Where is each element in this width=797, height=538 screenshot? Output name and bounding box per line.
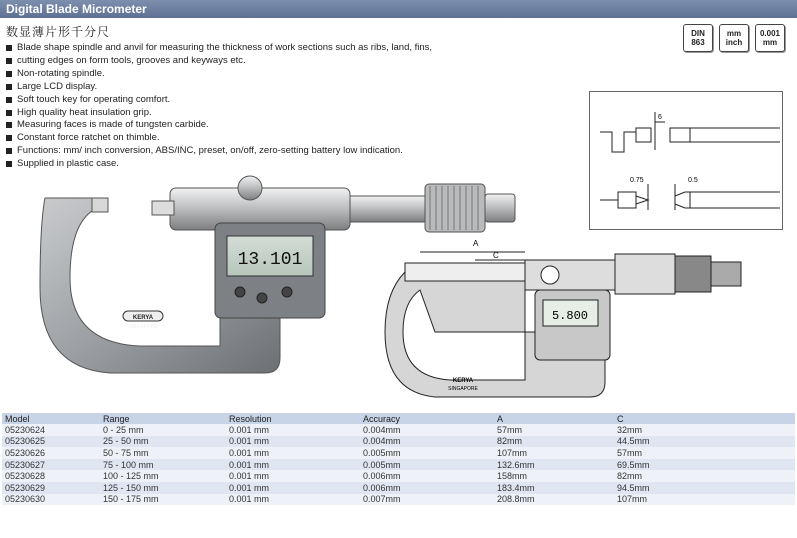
cell-resolution: 0.001 mm — [226, 470, 360, 482]
din-badge-icon — [683, 24, 713, 52]
feature-list — [5, 42, 585, 171]
mm-inch-badge-line-1: mm — [726, 29, 742, 38]
cell-accuracy: 0.005mm — [360, 447, 494, 459]
table-row — [2, 436, 795, 448]
column-header-range: Range — [100, 413, 226, 424]
feature-item: Blade shape spindle and anvil for measuring the thickness of work sections such as ribs, land, fins, — [5, 42, 585, 55]
table-row — [2, 482, 795, 494]
cell-accuracy: 0.007mm — [360, 494, 494, 506]
schematic-dim-1: 0.75 — [630, 177, 644, 184]
schematic-dim-2: 0.5 — [688, 177, 698, 184]
table-row — [2, 459, 795, 471]
model-label: KT5-230-624 — [125, 336, 161, 342]
anvil-blade — [92, 198, 108, 212]
cell-accuracy: 0.004mm — [360, 436, 494, 448]
page-title: Digital Blade Micrometer — [6, 2, 147, 16]
cell-model: 05230627 — [2, 459, 100, 471]
lcd-value: 13.101 — [237, 250, 303, 270]
feature-item: Soft touch key for operating comfort. — [5, 94, 585, 107]
feature-item: Non-rotating spindle. — [5, 68, 585, 81]
cell-model: 05230630 — [2, 494, 100, 506]
cell-c: 44.5mm — [614, 436, 795, 448]
brand-name: KERYA — [132, 315, 154, 321]
cell-resolution: 0.001 mm — [226, 494, 360, 506]
table-row — [2, 424, 795, 436]
feature-item: Supplied in plastic case. — [5, 158, 585, 171]
column-header-c: C — [614, 413, 795, 424]
feature-item: Functions: mm/ inch conversion, ABS/INC, preset, on/off, zero-setting battery low indication. — [5, 145, 585, 158]
cell-range: 100 - 125 mm — [100, 470, 226, 482]
cell-accuracy: 0.004mm — [360, 424, 494, 436]
drawing-lock — [541, 266, 559, 284]
drawing-sleeve — [615, 254, 675, 294]
cell-range: 150 - 175 mm — [100, 494, 226, 506]
feature-item: High quality heat insulation grip. — [5, 107, 585, 120]
din-badge-line-2: 863 — [691, 38, 705, 47]
column-header-a: A — [494, 413, 614, 424]
resolution-badge-line-1: 0.001 — [759, 29, 781, 38]
cell-a: 107mm — [494, 447, 614, 459]
feature-item: Measuring faces is made of tungsten carbide. — [5, 119, 585, 132]
mm-inch-badge-line-2: inch — [725, 38, 743, 47]
din-badge-line-1: DIN — [691, 29, 705, 38]
cell-a: 82mm — [494, 436, 614, 448]
cell-accuracy: 0.006mm — [360, 470, 494, 482]
column-header-accuracy: Accuracy — [360, 413, 494, 424]
cell-range: 0 - 25 mm — [100, 424, 226, 436]
column-header-resolution: Resolution — [226, 413, 360, 424]
cell-range: 50 - 75 mm — [100, 447, 226, 459]
cell-c: 94.5mm — [614, 482, 795, 494]
spindle-blade — [152, 201, 174, 215]
drawing-anvil — [405, 263, 525, 281]
cell-resolution: 0.001 mm — [226, 459, 360, 471]
table-row — [2, 447, 795, 459]
mode-button[interactable] — [257, 293, 267, 303]
title-bar — [0, 0, 797, 18]
schematic-dim-b: 6 — [658, 114, 662, 121]
drawing-brand-sub: SINGAPORE — [448, 386, 478, 392]
table-row — [2, 494, 795, 506]
drawing-brand: KERYA — [452, 378, 474, 384]
cell-c: 69.5mm — [614, 459, 795, 471]
dimension-a-label: A — [473, 239, 479, 248]
cell-a: 183.4mm — [494, 482, 614, 494]
cell-model: 05230624 — [2, 424, 100, 436]
chinese-title: 数显薄片形千分尺 — [6, 25, 111, 39]
cell-a: 57mm — [494, 424, 614, 436]
specification-table — [2, 413, 795, 505]
cell-range: 75 - 100 mm — [100, 459, 226, 471]
sleeve — [350, 196, 430, 222]
resolution-badge-icon — [755, 24, 785, 52]
cell-accuracy: 0.006mm — [360, 482, 494, 494]
cell-model: 05230628 — [2, 470, 100, 482]
cell-resolution: 0.001 mm — [226, 424, 360, 436]
ratchet — [485, 194, 515, 222]
table-header-row — [2, 413, 795, 424]
dimension-c-label: C — [493, 251, 499, 260]
cell-model: 05230626 — [2, 447, 100, 459]
brand-subtitle: SINGAPORE — [128, 324, 158, 330]
blade-schematic-detail — [589, 91, 783, 230]
table-row — [2, 470, 795, 482]
origin-button[interactable] — [235, 287, 245, 297]
feature-item: cutting edges on form tools, grooves and keyways etc. — [5, 55, 585, 68]
cell-model: 05230629 — [2, 482, 100, 494]
cell-c: 107mm — [614, 494, 795, 506]
badge-group — [683, 24, 785, 52]
mm-inch-badge-icon — [719, 24, 749, 52]
cell-c: 82mm — [614, 470, 795, 482]
cell-resolution: 0.001 mm — [226, 482, 360, 494]
drawing-thimble — [675, 256, 711, 292]
cell-range: 25 - 50 mm — [100, 436, 226, 448]
feature-item: Large LCD display. — [5, 81, 585, 94]
cell-accuracy: 0.005mm — [360, 459, 494, 471]
resolution-badge-line-2: mm — [762, 38, 778, 47]
cell-a: 208.8mm — [494, 494, 614, 506]
drawing-ratchet — [711, 262, 741, 286]
cell-resolution: 0.001 mm — [226, 447, 360, 459]
cell-a: 132.6mm — [494, 459, 614, 471]
micrometer-dimension-drawing — [375, 232, 790, 410]
column-header-model: Model — [2, 413, 100, 424]
thimble — [425, 184, 485, 232]
feature-item: Constant force ratchet on thimble. — [5, 132, 585, 145]
cell-a: 158mm — [494, 470, 614, 482]
cell-model: 05230625 — [2, 436, 100, 448]
cell-c: 32mm — [614, 424, 795, 436]
cell-c: 57mm — [614, 447, 795, 459]
cell-resolution: 0.001 mm — [226, 436, 360, 448]
drawing-spindle-body — [525, 260, 615, 290]
mode-button-2[interactable] — [282, 287, 292, 297]
lock-knob — [238, 176, 262, 200]
cell-range: 125 - 150 mm — [100, 482, 226, 494]
drawing-lcd-value: 5.800 — [551, 309, 589, 323]
